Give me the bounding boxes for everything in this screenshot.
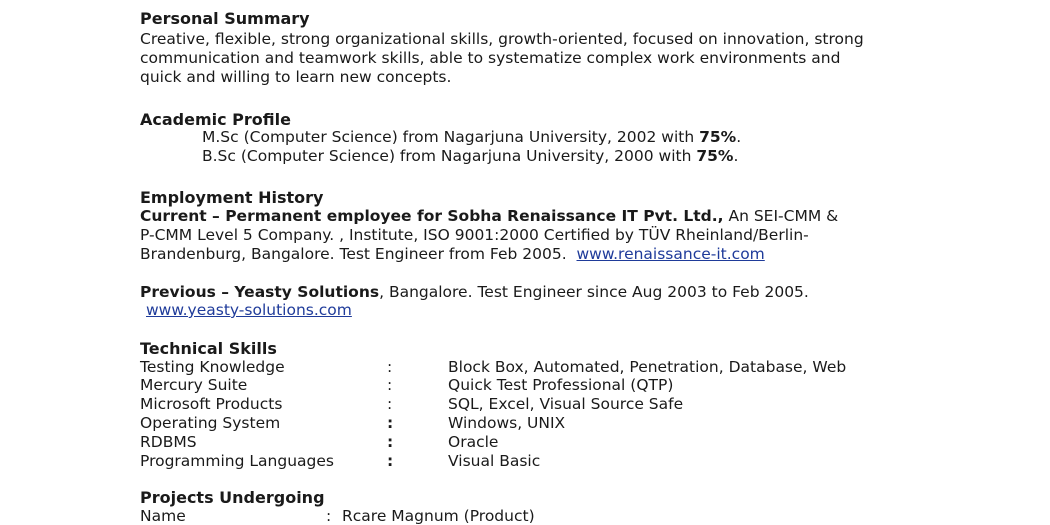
employment-previous-line	[140, 283, 809, 302]
employment-current-text: Brandenburg, Bangalore. Test Engineer from Feb 2005.	[140, 245, 567, 263]
project-label: Name	[140, 507, 186, 525]
employment-current-line-2: P-CMM Level 5 Company. , Institute, ISO 9001:2000 Certified by TÜV Rheinland/Berlin-	[140, 226, 809, 244]
employment-current-rest: An SEI-CMM &	[723, 207, 839, 225]
skill-label: Programming Languages	[140, 452, 334, 470]
skill-colon: :	[387, 395, 393, 413]
academic-entry-score: 75%	[699, 128, 737, 146]
skill-label: Testing Knowledge	[140, 358, 285, 376]
skill-colon: :	[387, 433, 394, 451]
skill-colon: :	[387, 376, 393, 394]
skill-value: SQL, Excel, Visual Source Safe	[448, 395, 684, 413]
skill-colon: :	[387, 452, 394, 470]
skill-label: Operating System	[140, 414, 281, 432]
skill-label: RDBMS	[140, 433, 197, 451]
project-colon: :	[326, 507, 332, 525]
skill-value: Windows, UNIX	[448, 414, 566, 432]
project-value: Rcare Magnum (Product)	[342, 507, 535, 525]
academic-profile-heading: Academic Profile	[140, 110, 291, 129]
summary-line-2: communication and teamwork skills, able to systematize complex work environments and	[140, 49, 841, 67]
summary-line-1: Creative, flexible, strong organizational skills, growth-oriented, focused on innovation, strong	[140, 30, 864, 48]
skill-colon: :	[387, 358, 393, 376]
skill-value: Block Box, Automated, Penetration, Database, Web	[448, 358, 847, 376]
academic-entry-text: B.Sc (Computer Science) from Nagarjuna University, 2000 with	[202, 147, 697, 165]
skill-value: Quick Test Professional (QTP)	[448, 376, 674, 394]
academic-entry-end: .	[733, 147, 739, 165]
employment-current-title: Current – Permanent employee for Sobha Renaissance IT Pvt. Ltd.,	[140, 207, 724, 225]
academic-entry-score: 75%	[696, 147, 734, 165]
academic-entry-end: .	[736, 128, 742, 146]
academic-entry-bsc	[202, 147, 738, 166]
employment-previous-link-line	[146, 301, 352, 320]
employment-previous-rest: , Bangalore. Test Engineer since Aug 2003 to Feb 2005.	[379, 283, 809, 301]
projects-undergoing-heading: Projects Undergoing	[140, 488, 325, 507]
summary-line-3: quick and willing to learn new concepts.	[140, 68, 452, 86]
renaissance-link[interactable]: www.renaissance-it.com	[576, 245, 765, 263]
personal-summary-heading: Personal Summary	[140, 9, 310, 28]
employment-current-line-3	[140, 245, 765, 264]
skill-colon: :	[387, 414, 394, 432]
skill-value: Oracle	[448, 433, 499, 451]
academic-entry-text: M.Sc (Computer Science) from Nagarjuna University, 2002 with	[202, 128, 700, 146]
skill-label: Microsoft Products	[140, 395, 283, 413]
skill-value: Visual Basic	[448, 452, 541, 470]
employment-current-line-1	[140, 207, 838, 226]
employment-previous-title: Previous – Yeasty Solutions	[140, 283, 380, 301]
academic-entry-msc	[202, 128, 741, 147]
skill-label: Mercury Suite	[140, 376, 248, 394]
yeasty-link[interactable]: www.yeasty-solutions.com	[146, 301, 352, 319]
employment-history-heading: Employment History	[140, 188, 324, 207]
technical-skills-heading: Technical Skills	[140, 339, 277, 358]
